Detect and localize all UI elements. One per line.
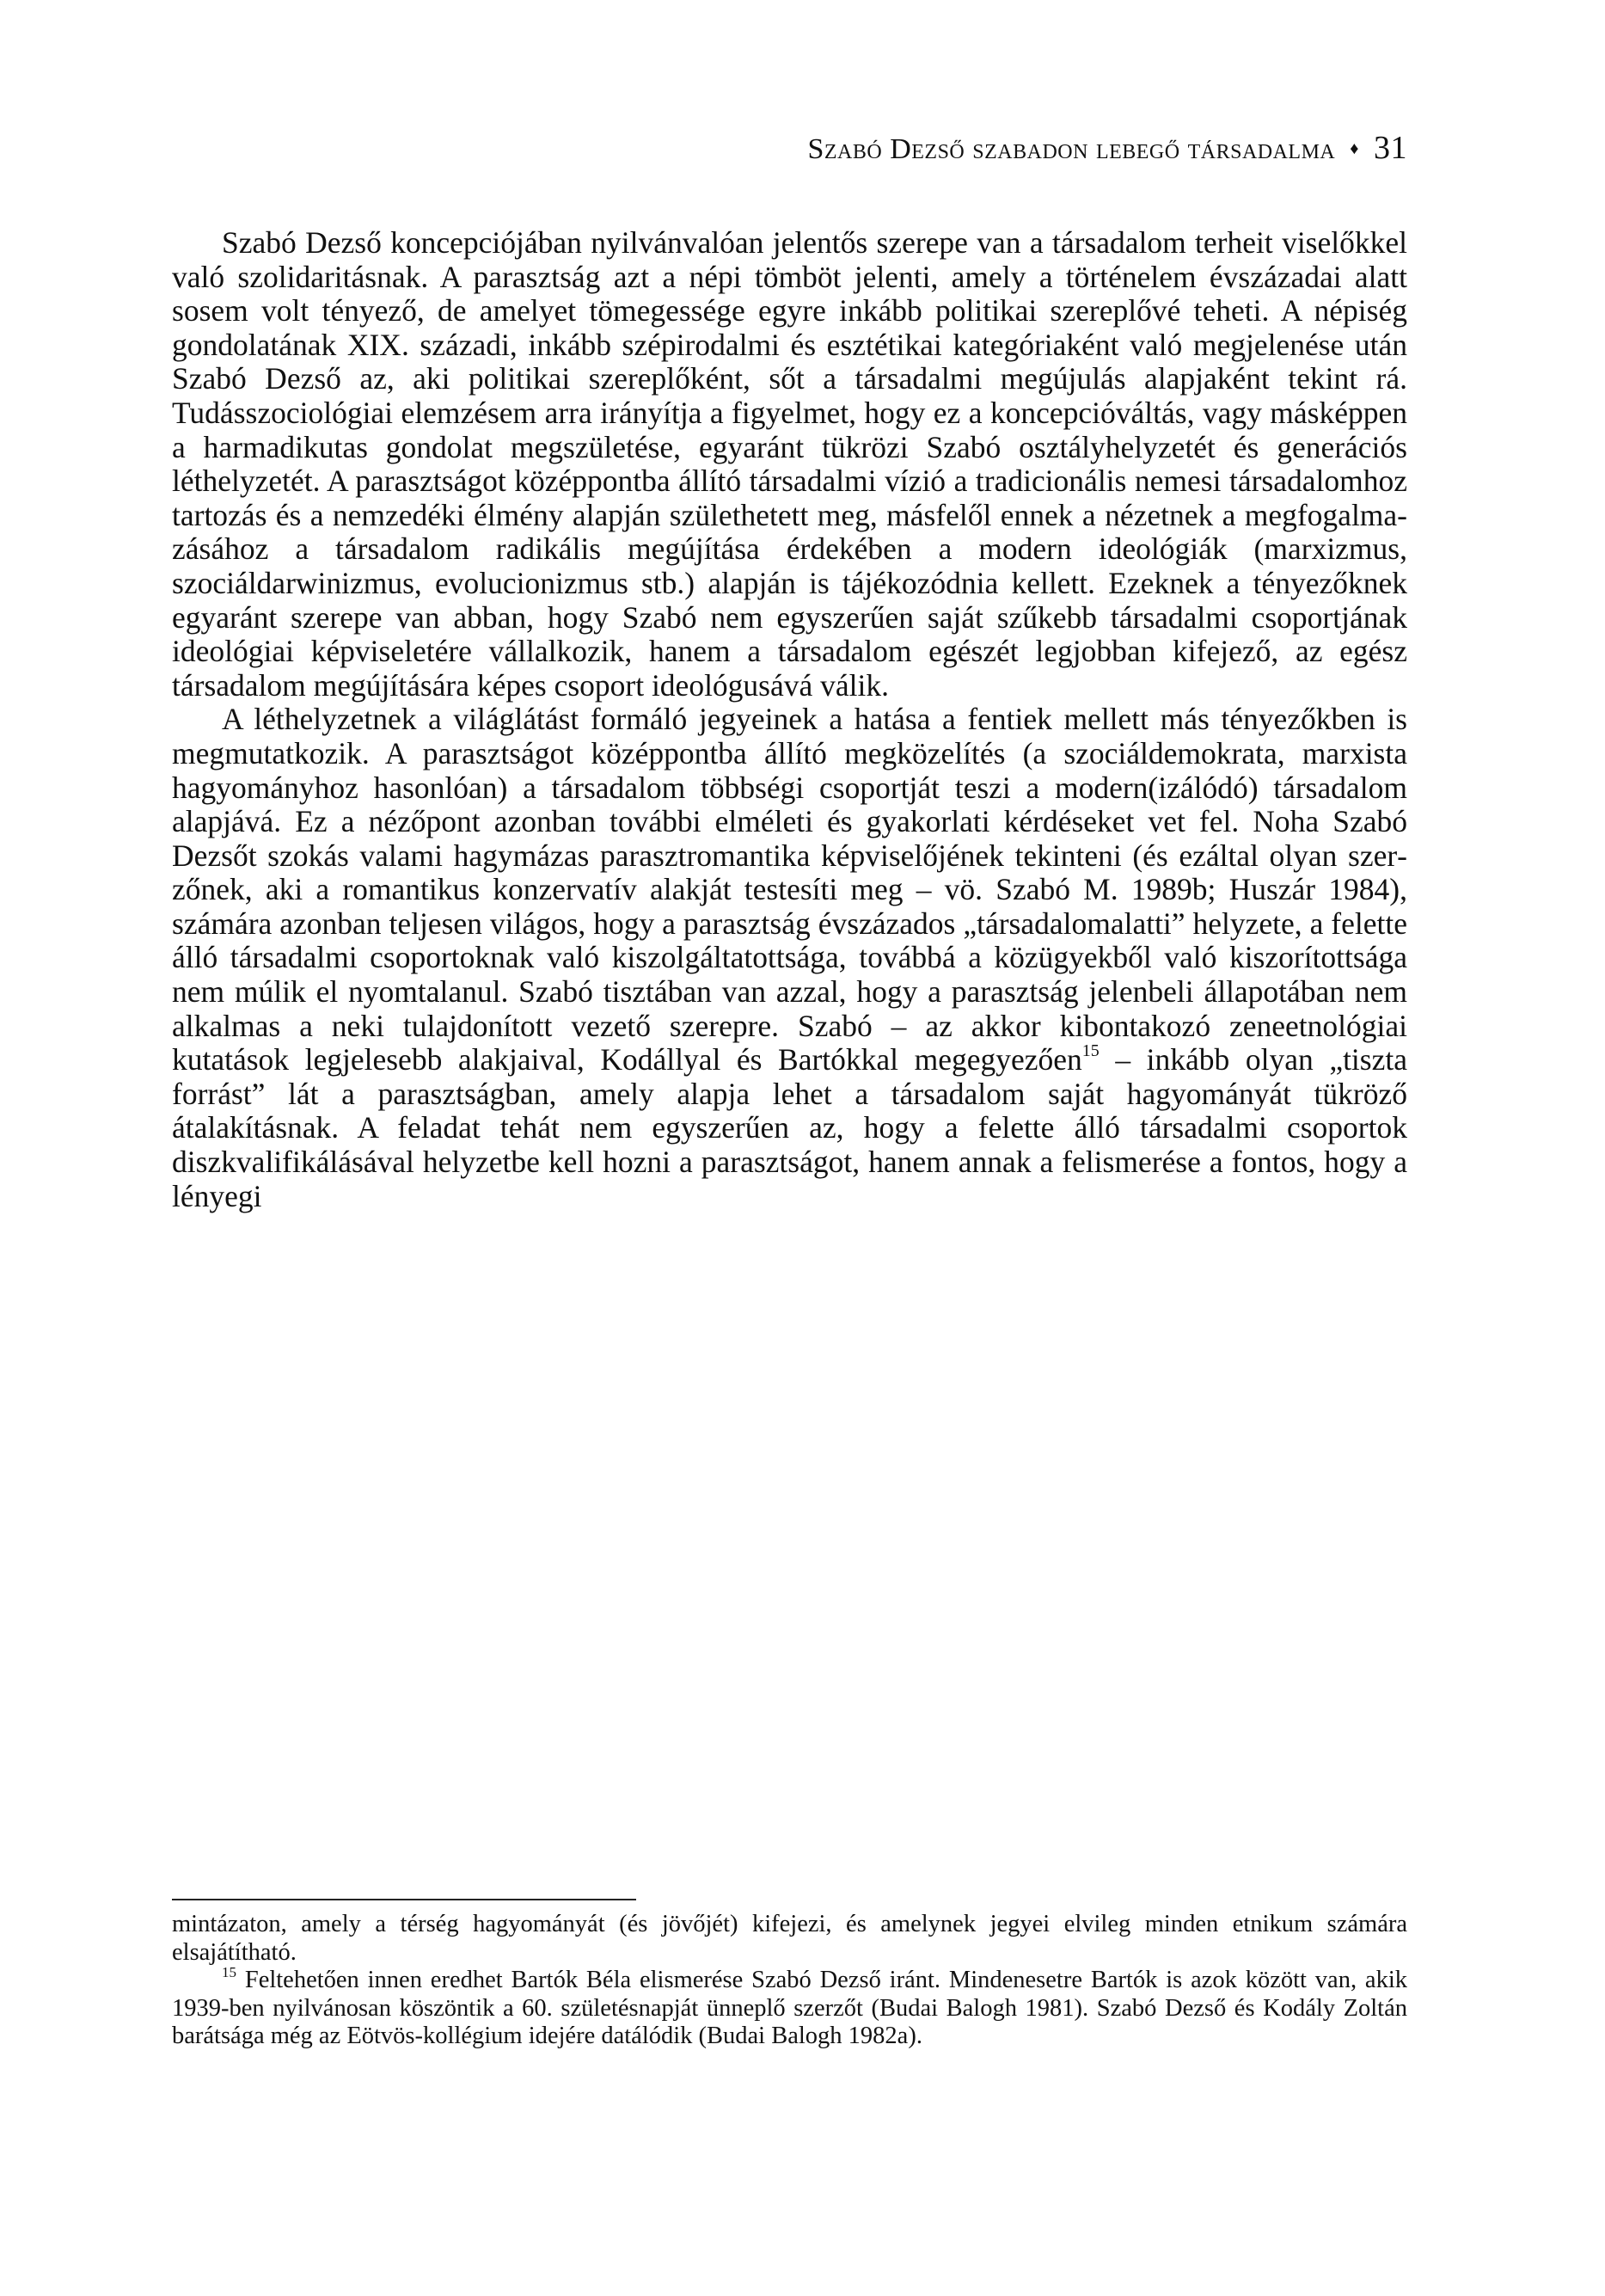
footnote-reference[interactable]: 15 [1081, 1041, 1100, 1061]
running-header [807, 129, 1407, 167]
paragraph-text-continued: – inkább olyan „tiszta forrást” lát a parasztságban, amely alapja lehet a társadalom saját hagyományát tükröző átalakításnak. A feladat tehát nem egyszerűen az, hogy a felette álló társadalmi csoportok diszkvalifikálásával helyzetbe kell hozni a parasztságot, hanem annak a felismerése a fontos, hogy a lényegi [172, 1042, 1407, 1213]
footnote-number: 15 [222, 1964, 236, 1980]
paragraph-text: Szabó Dezső koncepciójában nyilvánvalóan jelentős szerepe van a társadalom terheit viselőkkel való szolidaritásnak. A parasztság azt a népi tömböt jelenti, amely a történelem évszázadai alatt sosem volt tényező, de amelyet tömegessége egyre inkább politikai szereplővé teheti. A népiség gondolatának XIX. századi, inkább szépirodalmi és esztétikai kategóriaként való megjelenése után Szabó Dezső az, aki politikai szereplőként, sőt a társadalmi megújulás alapjaként tekint rá. Tudásszociológiai elemzésem arra irányítja a figyelmet, hogy ez a koncepcióváltás, vagy másképpen a harmadikutas gondolat megszületése, egyaránt tükrözi Szabó osztályhelyzetét és generációs léthelyzetét. A parasztságot középpontba állító társadalmi vízió a tradicionális nemesi társadalomhoz tartozás és a nemzedéki élmény alapján születhetett meg, másfelől ennek a nézetnek a megfogalmazásához a társadalom radikális megújítása érdekében a modern ideológiák (marxizmus, szociáldarwinizmus, evolucionizmus stb.) alapján is tájékozódnia kellett. Ezeknek a tényezőknek egyaránt szerepe van abban, hogy Szabó nem egyszerűen saját szűkebb társadalmi csoportjának ideológiai képviseletére vállalkozik, hanem a társadalom egészét legjobban kifejező, az egész társadalom megújítására képes csoport ideológusává válik. [172, 225, 1407, 703]
diamond-separator-icon: ♦ [1350, 139, 1359, 158]
main-text [172, 226, 1407, 1213]
footnote-continuation: mintázaton, amely a térség hagyományát (és jövőjét) kifejezi, és amelynek jegyei elvileg minden etnikum számára elsajátítható. [172, 1911, 1407, 1966]
paragraph-1 [172, 226, 1407, 703]
footnote-15 [172, 1964, 1407, 2051]
paragraph-text: A léthelyzetnek a világlátást formáló jegyeinek a hatása a fentiek mellett más tényezőkben is megmutatkozik. A parasztságot középpontba állító megközelítés (a szociáldemokrata, marxista hagyományhoz hasonlóan) a társadalom többségi csoportját teszi a modern(izálódó) társadalom alapjává. Ez a nézőpont azonban további elméleti és gyakorlati kérdéseket vet fel. Noha Szabó Dezsőt szokás valami hagymázas parasztromantika képviselőjének tekinteni (és ezáltal olyan szerzőnek, aki a romantikus konzervatív alakját testesíti meg – vö. Szabó M. 1989b; Huszár 1984), számára azonban teljesen világos, hogy a parasztság évszázados „társadalomalatti” helyzete, a felette álló társadalmi csoportoknak való kiszolgáltatottsága, továbbá a közügyekből való kiszorítottsága nem múlik el nyomtalanul. Szabó tisztában van azzal, hogy a parasztság jelenbeli állapotában nem alkalmas a neki tulajdonított vezető szerepre. Szabó – az akkor kibontakozó zeneetnológiai kutatások legjelesebb alakjaival, Kodállyal és Bartókkal megegyezően [172, 702, 1407, 1077]
footnote-divider [172, 1899, 636, 1900]
running-title: Szabó Dezső szabadon lebegő társadalma [807, 133, 1336, 165]
paragraph-2 [172, 703, 1407, 1213]
footnotes [172, 1911, 1407, 2051]
page-number: 31 [1374, 130, 1407, 166]
footnote-text: Feltehetően innen eredhet Bartók Béla elismerése Szabó Dezső iránt. Mindenesetre Bartók is azok között van, akik 1939-ben nyilvánosan köszöntik a 60. születésnapját ünneplő szerzőt (Budai Balogh 1981). Szabó Dezső és Kodály Zoltán barátsága még az Eötvös-kollégium idejére datálódik (Budai Balogh 1982a). [172, 1967, 1407, 2049]
